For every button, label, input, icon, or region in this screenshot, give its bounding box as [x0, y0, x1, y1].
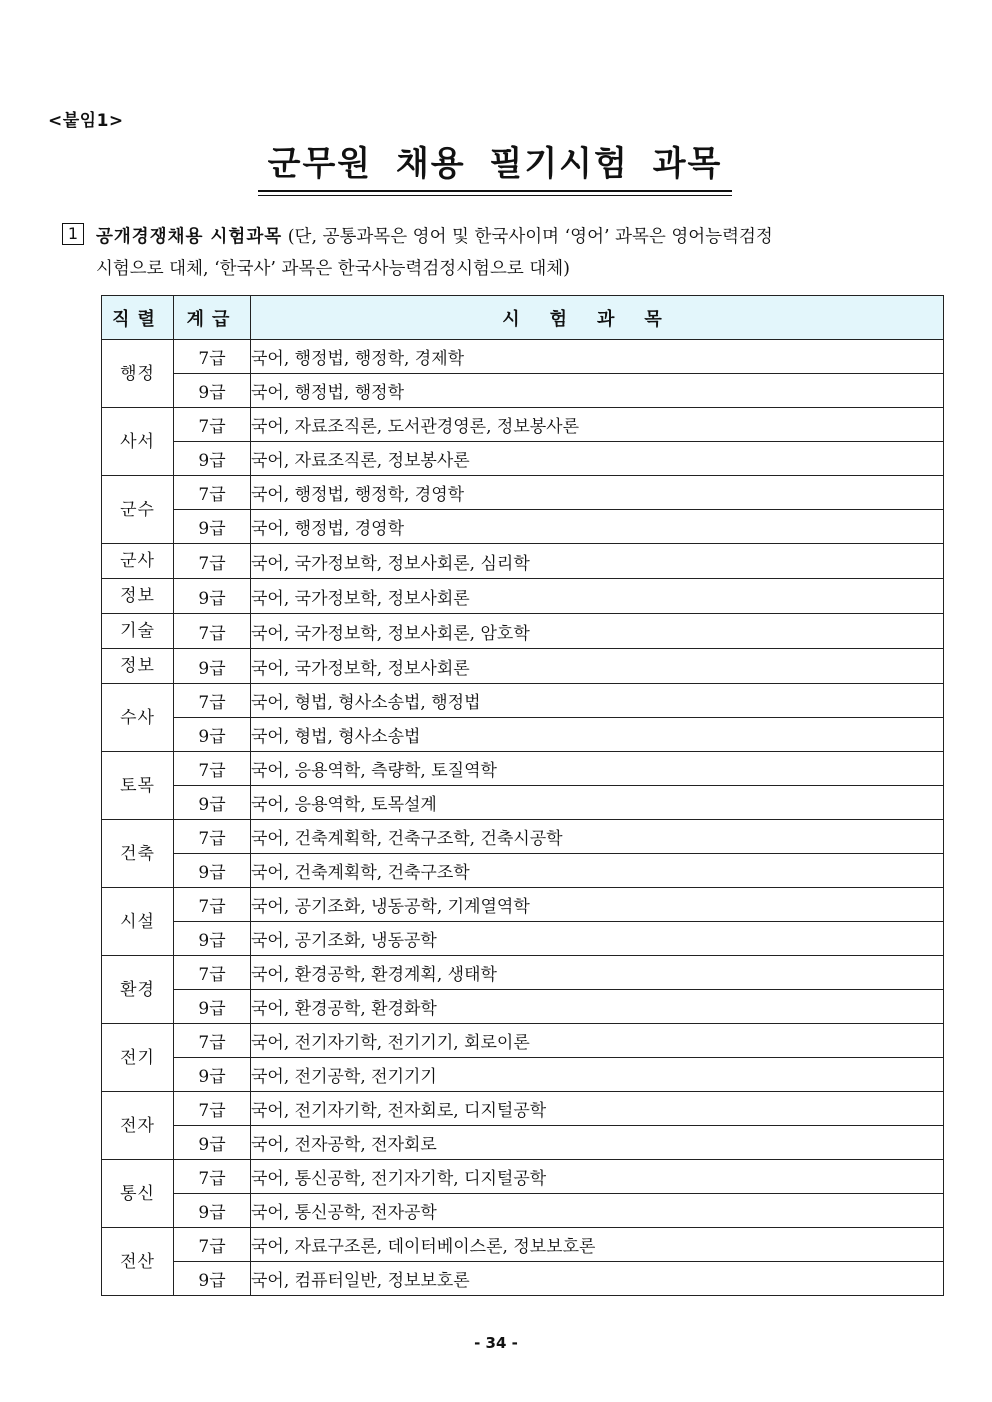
grade-cell: 7급: [174, 614, 251, 649]
table-body: [102, 340, 944, 1296]
grade-cell: 7급: [174, 544, 251, 579]
table-row: [102, 544, 944, 579]
subjects-cell: 국어, 자료조직론, 도서관경영론, 정보봉사론: [251, 408, 944, 442]
subjects-cell: 국어, 자료조직론, 정보봉사론: [251, 442, 944, 476]
section-number-box: 1: [62, 223, 84, 245]
grade-cell: 7급: [174, 1092, 251, 1126]
job-cell: [102, 752, 174, 820]
header-subjects: 시험과목: [251, 296, 944, 340]
job-cell: [102, 684, 174, 752]
title-block: [258, 142, 732, 196]
grade-cell: 7급: [174, 1228, 251, 1262]
subjects-cell: 국어, 형법, 형사소송법: [251, 718, 944, 752]
table-row: [102, 888, 944, 922]
subjects-cell: 국어, 전기공학, 전기기기: [251, 1058, 944, 1092]
table-row: [102, 684, 944, 718]
subjects-cell: 국어, 컴퓨터일반, 정보보호론: [251, 1262, 944, 1296]
grade-cell: 7급: [174, 408, 251, 442]
job-cell: [102, 649, 174, 684]
job-label: 전산: [120, 1251, 155, 1272]
subjects-cell: 국어, 형법, 형사소송법, 행정법: [251, 684, 944, 718]
job-cell: [102, 820, 174, 888]
grade-cell: 9급: [174, 854, 251, 888]
subjects-cell: 국어, 자료구조론, 데이터베이스론, 정보보호론: [251, 1228, 944, 1262]
header-job: 직렬: [102, 296, 174, 340]
exam-subjects-table: [101, 295, 944, 1296]
job-cell: [102, 1024, 174, 1092]
table-row: [102, 340, 944, 374]
table-row: [102, 579, 944, 614]
table-row: [102, 854, 944, 888]
job-cell: [102, 1228, 174, 1296]
table-row: [102, 1160, 944, 1194]
job-cell: [102, 476, 174, 544]
subjects-cell: 국어, 국가정보학, 정보사회론: [251, 579, 944, 614]
job-label: 정보: [120, 656, 155, 676]
job-cell: [102, 888, 174, 956]
grade-cell: 9급: [174, 718, 251, 752]
job-cell: [102, 1160, 174, 1228]
subjects-cell: 국어, 행정법, 경영학: [251, 510, 944, 544]
table-row: [102, 786, 944, 820]
subjects-cell: 국어, 전기자기학, 전기기기, 회로이론: [251, 1024, 944, 1058]
subjects-cell: 국어, 공기조화, 냉동공학: [251, 922, 944, 956]
table-row: [102, 1228, 944, 1262]
job-cell: [102, 340, 174, 408]
table-row: [102, 1058, 944, 1092]
subjects-cell: 국어, 국가정보학, 정보사회론, 심리학: [251, 544, 944, 579]
grade-cell: 7급: [174, 340, 251, 374]
subjects-cell: 국어, 행정법, 행정학, 경영학: [251, 476, 944, 510]
page-number: - 34 -: [474, 1334, 518, 1352]
grade-cell: 7급: [174, 1024, 251, 1058]
subjects-cell: 국어, 행정법, 행정학, 경제학: [251, 340, 944, 374]
job-label: 시설: [120, 911, 155, 932]
job-label: 건축: [120, 843, 155, 864]
job-cell: [102, 614, 174, 649]
subjects-cell: 국어, 국가정보학, 정보사회론, 암호학: [251, 614, 944, 649]
table-row: [102, 476, 944, 510]
job-cell: [102, 956, 174, 1024]
job-label: 기술: [120, 621, 155, 641]
subjects-cell: 국어, 응용역학, 토목설계: [251, 786, 944, 820]
job-cell: [102, 579, 174, 614]
job-label: 환경: [120, 979, 155, 1000]
table-row: [102, 374, 944, 408]
job-cell: [102, 1092, 174, 1160]
job-label: 군수: [120, 499, 155, 520]
grade-cell: 9급: [174, 1262, 251, 1296]
grade-cell: 7급: [174, 1160, 251, 1194]
grade-cell: 9급: [174, 649, 251, 684]
grade-cell: 9급: [174, 1126, 251, 1160]
job-label: 통신: [120, 1183, 155, 1204]
subjects-cell: 국어, 국가정보학, 정보사회론: [251, 649, 944, 684]
grade-cell: 7급: [174, 752, 251, 786]
table-row: [102, 1194, 944, 1228]
table-row: [102, 408, 944, 442]
grade-cell: 7급: [174, 684, 251, 718]
grade-cell: 7급: [174, 888, 251, 922]
table-row: [102, 990, 944, 1024]
job-label: 행정: [120, 363, 155, 384]
job-label: 사서: [120, 431, 155, 452]
table-row: [102, 922, 944, 956]
table-row: [102, 956, 944, 990]
section-note-line1: (단, 공통과목은 영어 및 한국사이며 ‘영어’ 과목은 영어능력검정: [287, 227, 773, 247]
grade-cell: 9급: [174, 990, 251, 1024]
grade-cell: 9급: [174, 374, 251, 408]
grade-cell: 7급: [174, 820, 251, 854]
job-label: 전자: [120, 1115, 155, 1136]
job-cell: [102, 408, 174, 476]
grade-cell: 9급: [174, 1194, 251, 1228]
header-grade: 계급: [174, 296, 251, 340]
table-row: [102, 510, 944, 544]
table-row: [102, 1024, 944, 1058]
page-title: 군무원 채용 필기시험 과목: [267, 144, 723, 184]
subjects-cell: 국어, 환경공학, 환경화학: [251, 990, 944, 1024]
subjects-cell: 국어, 건축계획학, 건축구조학, 건축시공학: [251, 820, 944, 854]
job-label: 수사: [120, 707, 155, 728]
section-heading-line: [96, 225, 946, 249]
table-row: [102, 820, 944, 854]
grade-cell: 7급: [174, 956, 251, 990]
subjects-cell: 국어, 통신공학, 전기자기학, 디지털공학: [251, 1160, 944, 1194]
grade-cell: 9급: [174, 786, 251, 820]
title-underline: [258, 190, 732, 196]
grade-cell: 9급: [174, 1058, 251, 1092]
subjects-cell: 국어, 전자공학, 전자회로: [251, 1126, 944, 1160]
table-row: [102, 442, 944, 476]
subjects-cell: 국어, 공기조화, 냉동공학, 기계열역학: [251, 888, 944, 922]
job-label: 군사: [120, 551, 155, 571]
job-label: 토목: [120, 775, 155, 796]
job-cell: [102, 544, 174, 579]
section-heading: 공개경쟁채용 시험과목: [96, 227, 283, 247]
grade-cell: 7급: [174, 476, 251, 510]
job-label: 정보: [120, 586, 155, 606]
subjects-cell: 국어, 환경공학, 환경계획, 생태학: [251, 956, 944, 990]
table-row: [102, 1092, 944, 1126]
grade-cell: 9급: [174, 510, 251, 544]
grade-cell: 9급: [174, 922, 251, 956]
table-row: [102, 1262, 944, 1296]
table-row: [102, 614, 944, 649]
subjects-cell: 국어, 행정법, 행정학: [251, 374, 944, 408]
grade-cell: 9급: [174, 579, 251, 614]
table-row: [102, 1126, 944, 1160]
table-row: [102, 649, 944, 684]
subjects-cell: 국어, 통신공학, 전자공학: [251, 1194, 944, 1228]
subjects-cell: 국어, 응용역학, 측량학, 토질역학: [251, 752, 944, 786]
table-row: [102, 752, 944, 786]
table-row: [102, 718, 944, 752]
attachment-label: <붙임1>: [48, 111, 124, 131]
job-label: 전기: [120, 1047, 155, 1068]
subjects-cell: 국어, 전기자기학, 전자회로, 디지털공학: [251, 1092, 944, 1126]
table-header-row: [102, 296, 944, 340]
grade-cell: 9급: [174, 442, 251, 476]
section-note-line2: 시험으로 대체, ‘한국사’ 과목은 한국사능력검정시험으로 대체): [96, 259, 570, 279]
subjects-cell: 국어, 건축계획학, 건축구조학: [251, 854, 944, 888]
